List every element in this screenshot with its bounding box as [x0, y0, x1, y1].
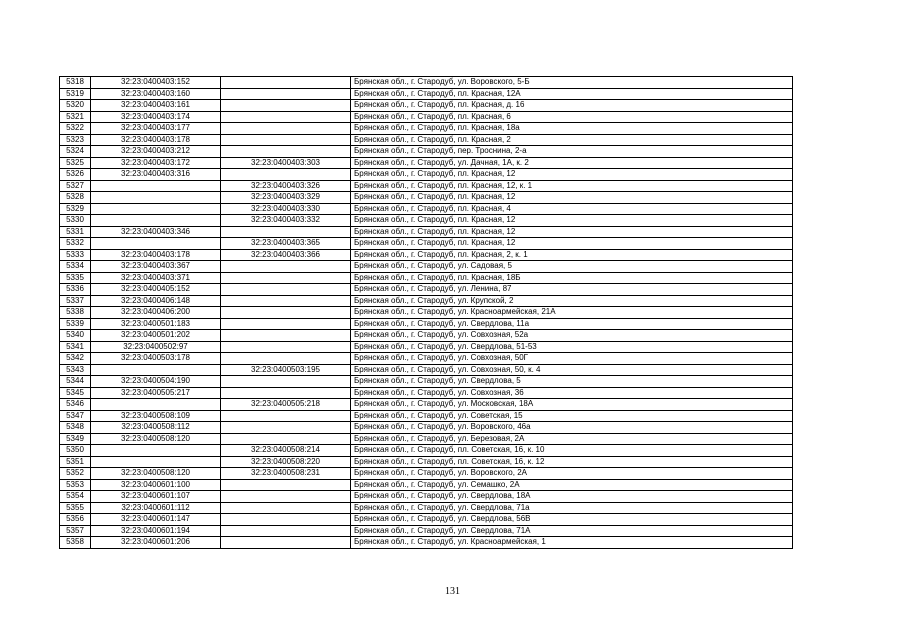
new-cadastral-number-cell: [221, 353, 351, 365]
address-cell: Брянская обл., г. Стародуб, пл. Красная, 12: [351, 215, 793, 227]
table-row: [60, 537, 793, 549]
row-number-cell: 5346: [60, 399, 91, 411]
cadastral-number-cell: 32:23:0400501:183: [91, 318, 221, 330]
row-number-cell: 5324: [60, 146, 91, 158]
row-number-cell: 5345: [60, 387, 91, 399]
cadastral-number-cell: [91, 180, 221, 192]
table-row: [60, 341, 793, 353]
address-cell: Брянская обл., г. Стародуб, ул. Дачная, 1А, к. 2: [351, 157, 793, 169]
new-cadastral-number-cell: [221, 433, 351, 445]
address-cell: Брянская обл., г. Стародуб, ул. Свердлова, 11а: [351, 318, 793, 330]
row-number-cell: 5338: [60, 307, 91, 319]
cadastral-number-cell: 32:23:0400508:109: [91, 410, 221, 422]
row-number-cell: 5335: [60, 272, 91, 284]
cadastral-number-cell: 32:23:0400502:97: [91, 341, 221, 353]
address-cell: Брянская обл., г. Стародуб, ул. Свердлова, 56В: [351, 514, 793, 526]
table-row: [60, 203, 793, 215]
address-cell: Брянская обл., г. Стародуб, пл. Красная, 12: [351, 169, 793, 181]
table-row: [60, 525, 793, 537]
new-cadastral-number-cell: 32:23:0400403:332: [221, 215, 351, 227]
address-cell: Брянская обл., г. Стародуб, ул. Свердлова, 5: [351, 376, 793, 388]
row-number-cell: 5355: [60, 502, 91, 514]
row-number-cell: 5328: [60, 192, 91, 204]
cadastral-number-cell: 32:23:0400403:160: [91, 88, 221, 100]
new-cadastral-number-cell: [221, 226, 351, 238]
new-cadastral-number-cell: 32:23:0400505:218: [221, 399, 351, 411]
new-cadastral-number-cell: 32:23:0400403:303: [221, 157, 351, 169]
address-cell: Брянская обл., г. Стародуб, ул. Воровского, 46а: [351, 422, 793, 434]
cadastral-number-cell: [91, 238, 221, 250]
row-number-cell: 5339: [60, 318, 91, 330]
new-cadastral-number-cell: 32:23:0400403:326: [221, 180, 351, 192]
row-number-cell: 5320: [60, 100, 91, 112]
table-row: [60, 502, 793, 514]
row-number-cell: 5354: [60, 491, 91, 503]
cadastral-number-cell: [91, 364, 221, 376]
cadastral-number-cell: 32:23:0400403:178: [91, 134, 221, 146]
new-cadastral-number-cell: [221, 502, 351, 514]
new-cadastral-number-cell: [221, 111, 351, 123]
table-row: [60, 111, 793, 123]
row-number-cell: 5332: [60, 238, 91, 250]
row-number-cell: 5348: [60, 422, 91, 434]
row-number-cell: 5343: [60, 364, 91, 376]
table-row: [60, 514, 793, 526]
cadastral-number-cell: 32:23:0400504:190: [91, 376, 221, 388]
new-cadastral-number-cell: [221, 537, 351, 549]
table-row: [60, 226, 793, 238]
row-number-cell: 5333: [60, 249, 91, 261]
new-cadastral-number-cell: 32:23:0400403:329: [221, 192, 351, 204]
new-cadastral-number-cell: 32:23:0400403:330: [221, 203, 351, 215]
row-number-cell: 5319: [60, 88, 91, 100]
row-number-cell: 5325: [60, 157, 91, 169]
new-cadastral-number-cell: [221, 134, 351, 146]
address-cell: Брянская обл., г. Стародуб, ул. Красноармейская, 21А: [351, 307, 793, 319]
address-cell: Брянская обл., г. Стародуб, ул. Советская, 15: [351, 410, 793, 422]
cadastral-number-cell: 32:23:0400501:202: [91, 330, 221, 342]
new-cadastral-number-cell: 32:23:0400403:366: [221, 249, 351, 261]
table-row: [60, 238, 793, 250]
cadastral-number-cell: 32:23:0400403:174: [91, 111, 221, 123]
row-number-cell: 5322: [60, 123, 91, 135]
new-cadastral-number-cell: [221, 479, 351, 491]
cadastral-number-cell: 32:23:0400601:206: [91, 537, 221, 549]
table-row: [60, 330, 793, 342]
cadastral-number-cell: 32:23:0400508:120: [91, 433, 221, 445]
new-cadastral-number-cell: [221, 123, 351, 135]
address-cell: Брянская обл., г. Стародуб, пл. Советская, 16, к. 12: [351, 456, 793, 468]
address-cell: Брянская обл., г. Стародуб, ул. Совхозная, 50Г: [351, 353, 793, 365]
row-number-cell: 5336: [60, 284, 91, 296]
table-row: [60, 88, 793, 100]
table-row: [60, 376, 793, 388]
table-row: [60, 215, 793, 227]
new-cadastral-number-cell: [221, 169, 351, 181]
address-cell: Брянская обл., г. Стародуб, ул. Садовая, 5: [351, 261, 793, 273]
row-number-cell: 5356: [60, 514, 91, 526]
new-cadastral-number-cell: [221, 284, 351, 296]
property-register-table: [59, 76, 793, 549]
address-cell: Брянская обл., г. Стародуб, ул. Свердлова, 51-53: [351, 341, 793, 353]
table-row: [60, 295, 793, 307]
new-cadastral-number-cell: 32:23:0400508:220: [221, 456, 351, 468]
new-cadastral-number-cell: [221, 410, 351, 422]
new-cadastral-number-cell: [221, 261, 351, 273]
table-row: [60, 399, 793, 411]
address-cell: Брянская обл., г. Стародуб, пл. Красная, 6: [351, 111, 793, 123]
row-number-cell: 5318: [60, 77, 91, 89]
cadastral-number-cell: 32:23:0400403:212: [91, 146, 221, 158]
new-cadastral-number-cell: [221, 341, 351, 353]
row-number-cell: 5357: [60, 525, 91, 537]
address-cell: Брянская обл., г. Стародуб, ул. Воровского, 2А: [351, 468, 793, 480]
page-number: 131: [445, 586, 460, 597]
new-cadastral-number-cell: [221, 77, 351, 89]
table-row: [60, 100, 793, 112]
address-cell: Брянская обл., г. Стародуб, пер. Троснина, 2-а: [351, 146, 793, 158]
address-cell: Брянская обл., г. Стародуб, ул. Красноармейская, 1: [351, 537, 793, 549]
address-cell: Брянская обл., г. Стародуб, пл. Советская, 16, к. 10: [351, 445, 793, 457]
address-cell: Брянская обл., г. Стародуб, ул. Совхозная, 36: [351, 387, 793, 399]
address-cell: Брянская обл., г. Стародуб, ул. Совхозная, 52а: [351, 330, 793, 342]
cadastral-number-cell: 32:23:0400403:316: [91, 169, 221, 181]
address-cell: Брянская обл., г. Стародуб, пл. Красная, 12: [351, 192, 793, 204]
table-row: [60, 410, 793, 422]
address-cell: Брянская обл., г. Стародуб, пл. Красная, 18а: [351, 123, 793, 135]
new-cadastral-number-cell: 32:23:0400403:365: [221, 238, 351, 250]
row-number-cell: 5326: [60, 169, 91, 181]
address-cell: Брянская обл., г. Стародуб, пл. Красная, 12: [351, 226, 793, 238]
cadastral-number-cell: 32:23:0400403:178: [91, 249, 221, 261]
table-row: [60, 479, 793, 491]
new-cadastral-number-cell: [221, 525, 351, 537]
address-cell: Брянская обл., г. Стародуб, пл. Красная, 12А: [351, 88, 793, 100]
address-cell: Брянская обл., г. Стародуб, пл. Красная, 12: [351, 238, 793, 250]
table-row: [60, 456, 793, 468]
cadastral-number-cell: 32:23:0400508:120: [91, 468, 221, 480]
cadastral-number-cell: 32:23:0400403:161: [91, 100, 221, 112]
cadastral-number-cell: 32:23:0400503:178: [91, 353, 221, 365]
address-cell: Брянская обл., г. Стародуб, ул. Московская, 18А: [351, 399, 793, 411]
table-row: [60, 146, 793, 158]
address-cell: Брянская обл., г. Стародуб, пл. Красная, 12, к. 1: [351, 180, 793, 192]
table-row: [60, 422, 793, 434]
new-cadastral-number-cell: [221, 422, 351, 434]
new-cadastral-number-cell: [221, 514, 351, 526]
table-row: [60, 364, 793, 376]
cadastral-number-cell: 32:23:0400403:177: [91, 123, 221, 135]
row-number-cell: 5349: [60, 433, 91, 445]
new-cadastral-number-cell: [221, 272, 351, 284]
table-row: [60, 387, 793, 399]
address-cell: Брянская обл., г. Стародуб, ул. Семашко, 2А: [351, 479, 793, 491]
address-cell: Брянская обл., г. Стародуб, пл. Красная, 18Б: [351, 272, 793, 284]
table-row: [60, 249, 793, 261]
row-number-cell: 5353: [60, 479, 91, 491]
cadastral-number-cell: [91, 399, 221, 411]
cadastral-number-cell: 32:23:0400406:148: [91, 295, 221, 307]
cadastral-number-cell: [91, 192, 221, 204]
table-row: [60, 433, 793, 445]
new-cadastral-number-cell: [221, 100, 351, 112]
new-cadastral-number-cell: [221, 387, 351, 399]
row-number-cell: 5347: [60, 410, 91, 422]
row-number-cell: 5342: [60, 353, 91, 365]
address-cell: Брянская обл., г. Стародуб, пл. Красная, 2, к. 1: [351, 249, 793, 261]
table-row: [60, 284, 793, 296]
address-cell: Брянская обл., г. Стародуб, ул. Березовая, 2А: [351, 433, 793, 445]
table-row: [60, 192, 793, 204]
row-number-cell: 5340: [60, 330, 91, 342]
cadastral-number-cell: 32:23:0400403:371: [91, 272, 221, 284]
cadastral-number-cell: [91, 215, 221, 227]
cadastral-number-cell: 32:23:0400403:346: [91, 226, 221, 238]
table-row: [60, 180, 793, 192]
table-row: [60, 307, 793, 319]
address-cell: Брянская обл., г. Стародуб, пл. Красная, д. 16: [351, 100, 793, 112]
address-cell: Брянская обл., г. Стародуб, пл. Красная, 4: [351, 203, 793, 215]
new-cadastral-number-cell: [221, 330, 351, 342]
row-number-cell: 5352: [60, 468, 91, 480]
table-row: [60, 157, 793, 169]
new-cadastral-number-cell: 32:23:0400503:195: [221, 364, 351, 376]
table-row: [60, 169, 793, 181]
new-cadastral-number-cell: [221, 307, 351, 319]
new-cadastral-number-cell: [221, 491, 351, 503]
address-cell: Брянская обл., г. Стародуб, пл. Красная, 2: [351, 134, 793, 146]
cadastral-number-cell: 32:23:0400403:367: [91, 261, 221, 273]
table-row: [60, 468, 793, 480]
address-cell: Брянская обл., г. Стародуб, ул. Крупской, 2: [351, 295, 793, 307]
address-cell: Брянская обл., г. Стародуб, ул. Свердлова, 71А: [351, 525, 793, 537]
table-row: [60, 77, 793, 89]
row-number-cell: 5323: [60, 134, 91, 146]
table-row: [60, 445, 793, 457]
row-number-cell: 5329: [60, 203, 91, 215]
cadastral-number-cell: 32:23:0400601:112: [91, 502, 221, 514]
row-number-cell: 5351: [60, 456, 91, 468]
address-cell: Брянская обл., г. Стародуб, ул. Свердлова, 71а: [351, 502, 793, 514]
row-number-cell: 5334: [60, 261, 91, 273]
cadastral-number-cell: [91, 456, 221, 468]
cadastral-number-cell: 32:23:0400403:152: [91, 77, 221, 89]
cadastral-number-cell: 32:23:0400406:200: [91, 307, 221, 319]
address-cell: Брянская обл., г. Стародуб, ул. Совхозная, 50, к. 4: [351, 364, 793, 376]
row-number-cell: 5330: [60, 215, 91, 227]
cadastral-number-cell: [91, 445, 221, 457]
new-cadastral-number-cell: [221, 376, 351, 388]
table-row: [60, 123, 793, 135]
table-row: [60, 491, 793, 503]
row-number-cell: 5321: [60, 111, 91, 123]
new-cadastral-number-cell: [221, 88, 351, 100]
new-cadastral-number-cell: 32:23:0400508:231: [221, 468, 351, 480]
cadastral-number-cell: 32:23:0400601:107: [91, 491, 221, 503]
row-number-cell: 5341: [60, 341, 91, 353]
new-cadastral-number-cell: 32:23:0400508:214: [221, 445, 351, 457]
new-cadastral-number-cell: [221, 295, 351, 307]
cadastral-number-cell: 32:23:0400403:172: [91, 157, 221, 169]
cadastral-number-cell: 32:23:0400601:194: [91, 525, 221, 537]
cadastral-number-cell: [91, 203, 221, 215]
address-cell: Брянская обл., г. Стародуб, ул. Ленина, 87: [351, 284, 793, 296]
cadastral-number-cell: 32:23:0400405:152: [91, 284, 221, 296]
table-row: [60, 261, 793, 273]
cadastral-number-cell: 32:23:0400505:217: [91, 387, 221, 399]
row-number-cell: 5358: [60, 537, 91, 549]
row-number-cell: 5344: [60, 376, 91, 388]
table-row: [60, 272, 793, 284]
cadastral-number-cell: 32:23:0400508:112: [91, 422, 221, 434]
address-cell: Брянская обл., г. Стародуб, ул. Воровского, 5-Б: [351, 77, 793, 89]
new-cadastral-number-cell: [221, 318, 351, 330]
row-number-cell: 5331: [60, 226, 91, 238]
document-page: [59, 76, 792, 549]
table-row: [60, 318, 793, 330]
row-number-cell: 5327: [60, 180, 91, 192]
address-cell: Брянская обл., г. Стародуб, ул. Свердлова, 18А: [351, 491, 793, 503]
table-row: [60, 134, 793, 146]
cadastral-number-cell: 32:23:0400601:147: [91, 514, 221, 526]
table-row: [60, 353, 793, 365]
table-body: [60, 77, 793, 549]
cadastral-number-cell: 32:23:0400601:100: [91, 479, 221, 491]
row-number-cell: 5350: [60, 445, 91, 457]
row-number-cell: 5337: [60, 295, 91, 307]
new-cadastral-number-cell: [221, 146, 351, 158]
